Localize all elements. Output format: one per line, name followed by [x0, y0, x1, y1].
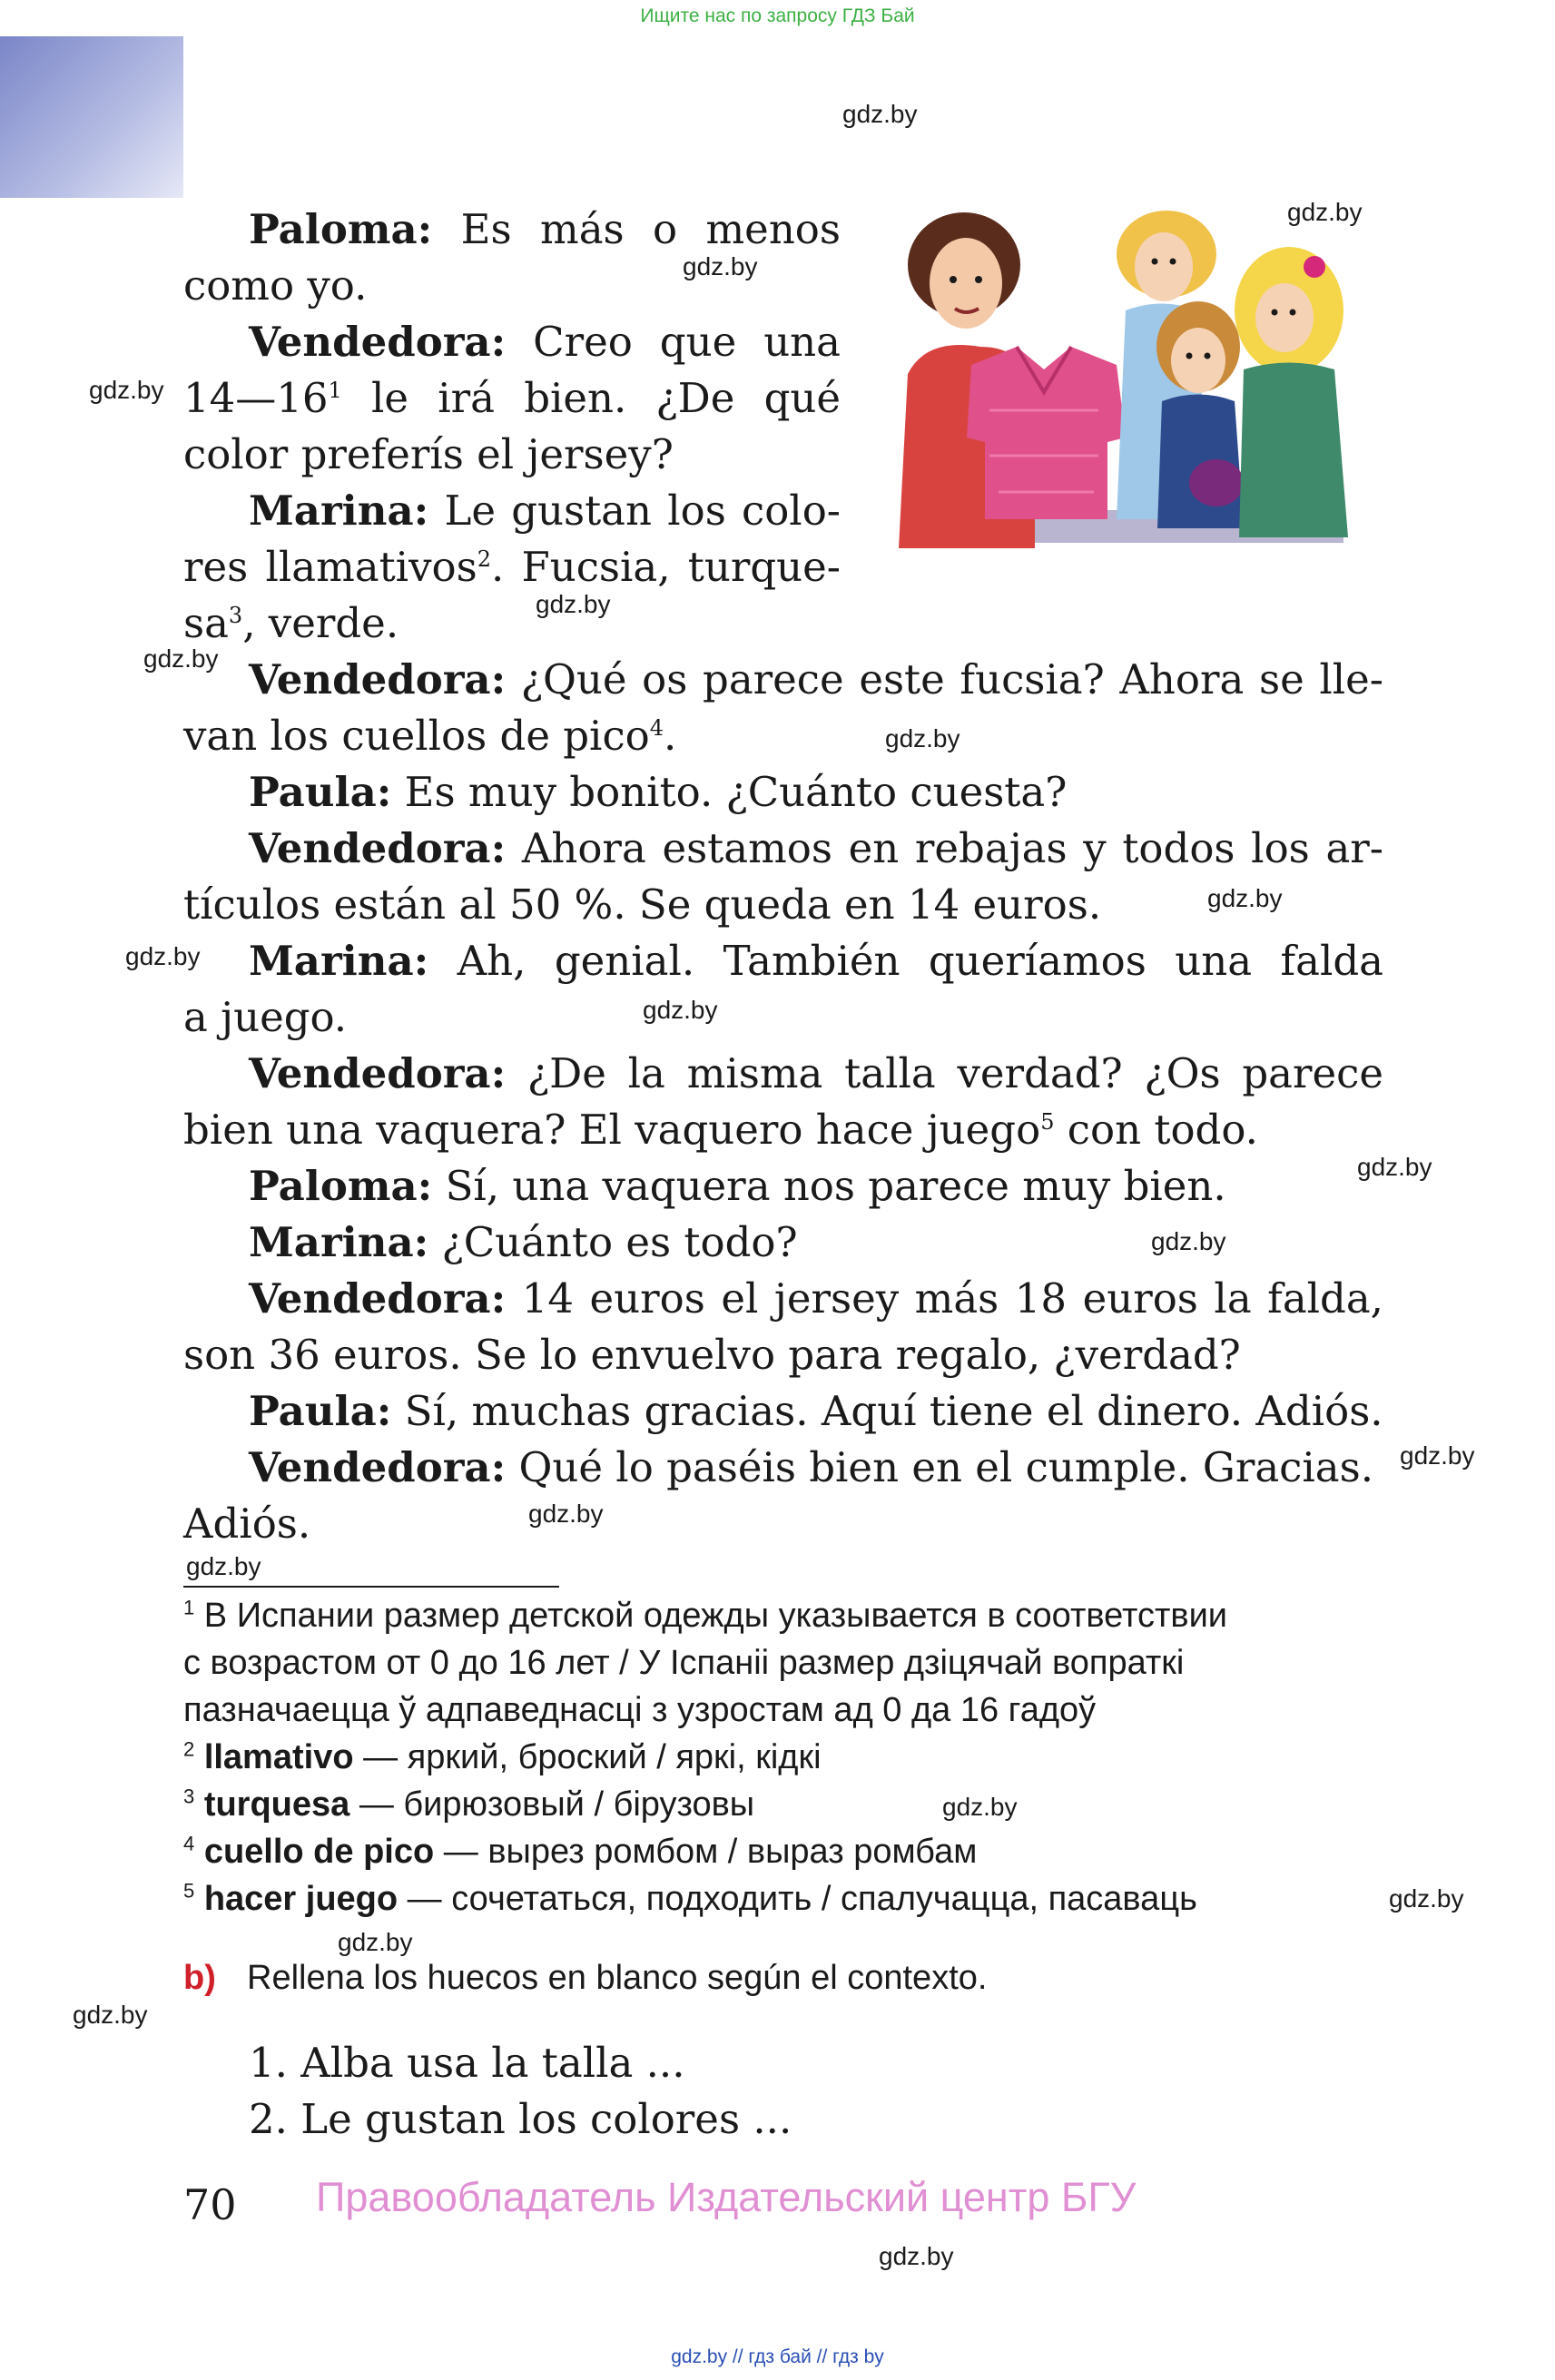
hair-bow — [1304, 256, 1325, 278]
dialogue-line: Vendedora: 14 euros el jersey más 18 euros la falda, — [249, 1274, 1383, 1323]
footnote-ref[interactable]: 3 — [228, 603, 243, 628]
watermark: gdz.by — [73, 2001, 148, 2029]
dialogue-line: Paula: Sí, muchas gracias. Aquí tiene el dinero. Adiós. — [249, 1387, 1383, 1435]
dialogue-line: Vendedora: ¿De la misma talla verdad? ¿Os parece — [249, 1049, 1383, 1097]
footnote-1: $^1$ В Испании размер детской одежды указывается в соответствии — [183, 1596, 1228, 1635]
watermark: gdz.by — [885, 724, 960, 752]
dialogue-line: color preferís el jersey? — [183, 430, 674, 478]
watermark: gdz.by — [125, 942, 201, 970]
bottom-links[interactable]: gdz.by // гдз бай // гдз by — [671, 2346, 884, 2367]
dialogue-line: bien una vaquera? El vaquero hace juego$^5$ con todo. — [183, 1106, 1258, 1154]
dialogue-line: Marina: Ah, genial. También queríamos una falda — [249, 937, 1383, 985]
dialogue-line: $sa^3$, verde. — [183, 599, 399, 647]
dialogue-line: Marina: Le gustan los colo- — [249, 487, 841, 535]
watermark: gdz.by — [338, 1928, 413, 1956]
footnote-4: $^4$ cuello de pico — вырез ромбом / выраз ромбам — [183, 1832, 978, 1871]
watermark: gdz.by — [536, 590, 611, 618]
watermark: gdz.by — [1400, 1441, 1475, 1470]
footnote-1-cont: пазначаецца ў адпаведнасці з узростам ад 0 да 16 гадоў — [183, 1691, 1097, 1729]
top-banner[interactable]: Ищите нас по запросу ГДЗ Бай — [640, 5, 915, 26]
task-instruction: Rellena los huecos en blanco según el contexto. — [247, 1959, 988, 1997]
footnote-1-cont: с возрастом от 0 до 16 лет / У Іспаніі размер дзіцячай вопраткі — [183, 1644, 1185, 1682]
watermark: gdz.by — [1389, 1884, 1464, 1913]
watermark: gdz.by — [643, 996, 718, 1024]
footnote-ref[interactable]: 1 — [328, 378, 342, 403]
watermark: gdz.by — [683, 252, 758, 280]
vendor-face — [930, 238, 1002, 329]
dialogue-line: Paula: Es muy bonito. ¿Cuánto cuesta? — [249, 768, 1068, 816]
dialogue-line: tículos están al 50 %. Se queda en 14 euros. — [183, 880, 1102, 929]
dialogue-line: Vendedora: Ahora estamos en rebajas y todos los ar- — [249, 824, 1383, 872]
watermark: gdz.by — [1357, 1153, 1432, 1181]
dialogue-line: res llamativos$^2$. Fucsia, turque- — [183, 543, 841, 591]
dialogue-line: Vendedora: Qué lo paséis bien en el cumple. Gracias. — [249, 1443, 1373, 1491]
watermark: gdz.by — [1287, 198, 1363, 226]
handbag — [1189, 459, 1244, 506]
footnote-ref[interactable]: 2 — [477, 546, 491, 572]
task-item-1: 1. Alba usa la talla ... — [249, 2039, 685, 2087]
dialogue-line: $14—16^1$ le irá bien. ¿De qué — [183, 374, 841, 422]
girl-body — [1157, 395, 1244, 529]
footnote-ref[interactable]: 4 — [649, 715, 664, 741]
watermark: gdz.by — [143, 644, 219, 673]
dialogue-line: Vendedora: ¿Qué os parece este fucsia? Ahora se lle- — [249, 655, 1383, 703]
watermark: gdz.by — [1207, 884, 1283, 912]
watermark: gdz.by — [879, 2242, 954, 2270]
dialogue-line: Adiós. — [183, 1500, 311, 1548]
footnote-divider — [183, 1586, 559, 1588]
task-letter: b) — [183, 1959, 216, 1997]
footnote-3: $^3$ turquesa — бирюзовый / бірузовы — [183, 1785, 755, 1824]
dialogue-line: son 36 euros. Se lo envuelvo para regalo, ¿verdad? — [183, 1331, 1241, 1379]
girl-body — [1239, 363, 1348, 538]
rights-holder: Правообладатель Издательский центр БГУ — [316, 2174, 1137, 2220]
watermark: gdz.by — [942, 1793, 1018, 1821]
watermark: gdz.by — [186, 1552, 261, 1580]
shop-scene-illustration — [899, 211, 1356, 548]
dialogue-line: a juego. — [183, 993, 348, 1041]
dialogue-line: Paloma: Es más o menos — [249, 205, 841, 253]
page-number: 70 — [183, 2180, 237, 2229]
dialogue-line: Paloma: Sí, una vaquera nos parece muy bien. — [249, 1162, 1226, 1210]
watermark: gdz.by — [1151, 1227, 1226, 1255]
footnote-ref[interactable]: 5 — [1040, 1109, 1055, 1135]
dialogue-line: van los cuellos de pico$^4$. — [183, 712, 677, 760]
dialogue-line: como yo. — [183, 261, 368, 310]
dialogue-line: Vendedora: Creo que una — [249, 318, 841, 366]
watermark: gdz.by — [842, 100, 918, 128]
task-item-2: 2. Le gustan los colores ... — [249, 2095, 792, 2143]
footnote-5: $^5$ hacer juego — сочетаться, подходить / спалучацца, пасаваць — [183, 1879, 1197, 1918]
dialogue-line: Marina: ¿Cuánto es todo? — [249, 1218, 798, 1266]
corner-decoration — [0, 36, 183, 198]
footnote-2: $^2$ llamativo — яркий, броский / яркі, кідкі — [183, 1737, 822, 1776]
watermark: gdz.by — [89, 376, 164, 404]
watermark: gdz.by — [528, 1500, 604, 1528]
